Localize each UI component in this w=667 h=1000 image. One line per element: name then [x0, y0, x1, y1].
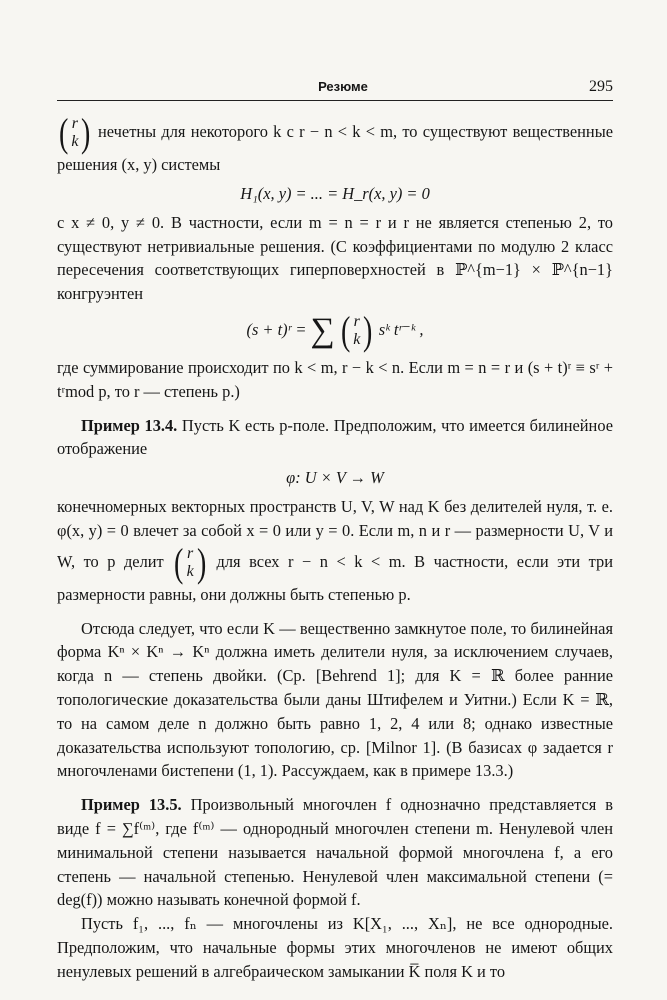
page-number: 295: [588, 78, 613, 95]
sum-symbol: ∑: [310, 311, 335, 349]
binomial-top: r: [71, 115, 78, 132]
equation-binomial-sum: [57, 307, 613, 353]
eq-rhs: sᵏ tʳ⁻ᵏ ,: [378, 319, 424, 339]
paragraph-4-text-c: В частности, если эти три размерности равны, они должны быть степенью p.: [57, 551, 613, 604]
paragraph-2: с x ≠ 0, y ≠ 0. В частности, если m = n = r и r не является степенью 2, то существуют нетривиальные решения. (С коэффициентами по модулю 2 класс пересечения соответствующих гиперповерхностей в ℙ^{m−1} × ℙ^{n−1} конгруэнтен: [57, 212, 613, 304]
paragraph-3: где суммирование происходит по k < m, r − k < n. Если m = n = r и (s + t)ʳ ≡ sʳ + tʳmod p, то r — степень p.): [57, 357, 613, 401]
paragraph-6: Пусть f₁, ..., fₙ — многочлены из K[X₁, ..., Xₙ], не все однородные. Предположим, что начальные формы этих многочленов не имеют общих ненулевых решений в алгебраическом замыкании K̅ поля K и то: [57, 914, 613, 981]
example-text: Пусть K есть p-поле. Предположим, что имеется билинейное отображение: [57, 415, 613, 459]
binomial-coefficient: ( r k ): [340, 307, 373, 353]
example-label: Пример 13.4.: [81, 415, 178, 435]
binomial-top: r: [187, 544, 194, 562]
example-13-4: [57, 414, 613, 462]
binomial-bottom: k: [353, 330, 361, 348]
running-head-title: Резюме: [318, 79, 368, 94]
binomial-bottom: k: [186, 562, 194, 580]
paragraph-1: [57, 110, 613, 177]
example-label: Пример 13.5.: [81, 795, 182, 815]
example-13-5: [57, 793, 613, 912]
example-text: Произвольный многочлен f однозначно представляется в виде f = ∑f⁽ᵐ⁾, где f⁽ᵐ⁾ — однородный многочлен степени m. Ненулевой член минимальной степени называется начальной формой многочлена f, а его степень — начальной степенью. Ненулевой член максимальной степени (= deg(f)) можно называть конечной формой f.: [57, 795, 613, 910]
binomial-bottom: k: [71, 133, 79, 150]
binomial-top: r: [353, 312, 360, 330]
equation-bilinear-map: φ: U × V → W: [286, 468, 384, 488]
equation-system: H₁(x, y) = ... = H_r(x, y) = 0: [240, 183, 430, 203]
paragraph-1-text: нечетны для некоторого k с r − n < k < m, то существуют вещественные решения (x, y) системы: [57, 121, 613, 174]
paragraph-4: [57, 495, 613, 606]
binomial-coefficient: ( r k ): [58, 110, 91, 155]
binomial-coefficient: ( r k ): [174, 539, 207, 585]
running-head: [57, 78, 613, 101]
book-page: [57, 78, 613, 984]
paragraph-4-text-b: для всех r − n < k < m.: [216, 551, 406, 571]
eq-lhs: (s + t)ʳ =: [246, 319, 307, 339]
paragraph-4-text-a: конечномерных векторных пространств U, V, W над K без делителей нуля, т. е. φ(x, y) = 0 влечет за собой x = 0 или y = 0. Если m, n и r — размерности U, V и W, то p делит: [57, 497, 613, 571]
paragraph-5: Отсюда следует, что если K — вещественно замкнутое поле, то билинейная форма Kⁿ × Kⁿ → Kⁿ должна иметь делители нуля, за исключением случаев, когда n — степень двойки. (Ср. [Behrend 1]; для K = ℝ более ранние топологические доказательства были даны Штифелем и Уитни.) Если K = ℝ, то на самом деле n должно быть равно 1, 2, 4 или 8; однако известные доказательства используют топологию, ср. [Milnor 1]. (В базисах φ задается r многочленами бистепени (1, 1). Рассуждаем, как в примере 13.3.): [57, 618, 613, 781]
